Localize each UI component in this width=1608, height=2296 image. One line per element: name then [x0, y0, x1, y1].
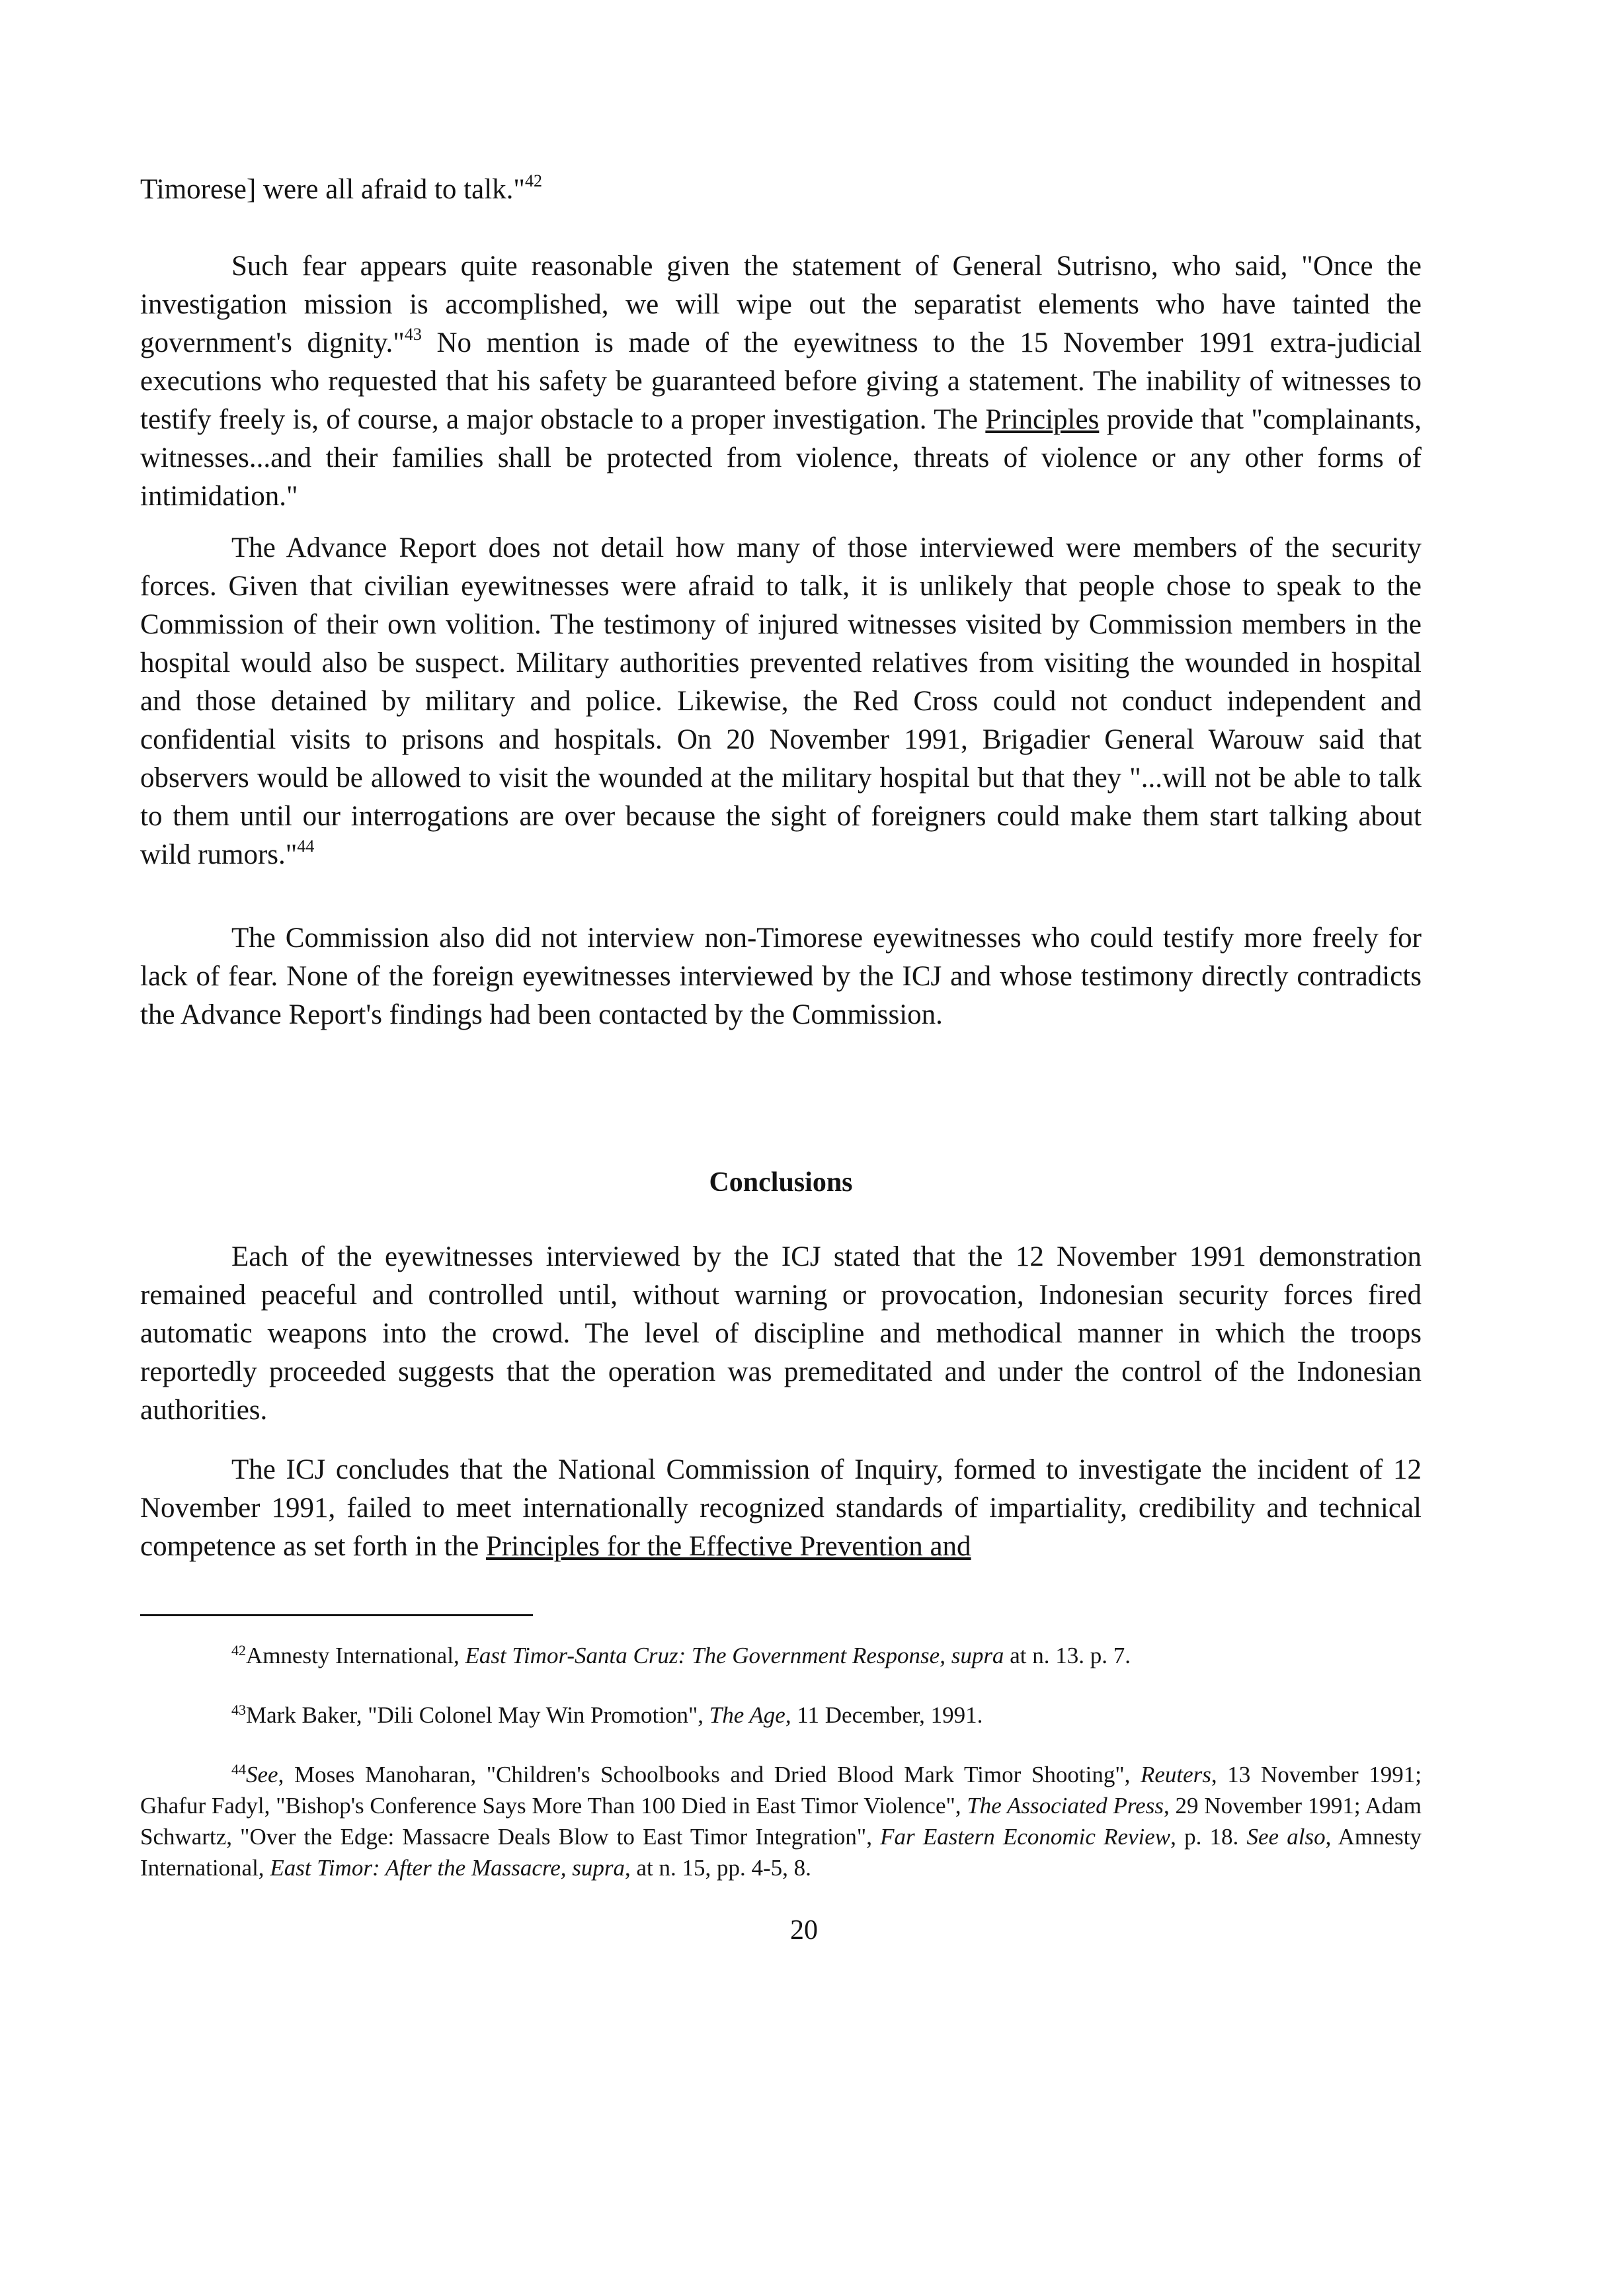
- footnote-mark: 44: [231, 1761, 246, 1778]
- paragraph-eyewitnesses: [140, 1238, 1422, 1430]
- paragraph-text: The Advance Report does not detail how many of those interviewed were members of the security forces. Given that civilian eyewitnesses were afraid to talk, it is unlikely that people chose to speak to the Commission of their own volition. The testimony of injured witnesses visited by Commission members in the hospital would also be suspect. Military authorities prevented relatives from visiting the wounded in hospital and those detained by military and police. Likewise, the Red Cross could not conduct independent and confidential visits to prisons and hospitals. On 20 November 1991, Brigadier General Warouw said that observers would be allowed to visit the wounded at the military hospital but that they "...will not be able to talk to them until our interrogations are over because the sight of foreigners could make them start talking about wild rumors.": [140, 532, 1422, 870]
- footnote-mark: 43: [231, 1702, 246, 1718]
- footnote-42: [140, 1640, 1422, 1671]
- paragraph-text: Each of the eyewitnesses interviewed by the ICJ stated that the 12 November 1991 demonstration remained peaceful and controlled until, without warning or provocation, Indonesian security forces fired automatic weapons into the crowd. The level of discipline and methodical manner in which the troops reportedly proceeded suggests that the operation was premeditated and under the control of the Indonesian authorities.: [140, 1241, 1422, 1426]
- footnote-text: , Amnesty International,: [140, 1824, 1422, 1881]
- page-number: 20: [790, 1915, 818, 1946]
- principles-link: Principles: [985, 404, 1100, 435]
- paragraph-text: No mention is made of the eyewitness to the 15 November 1991 extra-judicial executions who requested that his safety be guaranteed before giving a statement. The inability of witnesses to testify freely is, of course, a major obstacle to a proper investigation. The: [140, 327, 1422, 435]
- paragraph-text: provide that "complainants, witnesses...and their families shall be protected from violence, threats of violence or any other forms of intimidation.": [140, 404, 1422, 512]
- footnote-text: , at n. 15, pp. 4-5, 8.: [625, 1855, 811, 1881]
- footnote-text: , 13 November 1991; Ghafur Fadyl, "Bishop's Conference Says More Than 100 Died in East Timor Violence",: [140, 1762, 1422, 1819]
- footnote-title: East Timor-Santa Cruz: The Government Response, supra: [465, 1643, 1004, 1668]
- paragraph-text: Such fear appears quite reasonable given the statement of General Sutrisno, who said, "Once the investigation mission is accomplished, we will wipe out the separatist elements who have tainted the government's dignity.": [140, 251, 1422, 358]
- principles-title-link: Principles for the Effective Prevention and: [485, 1531, 971, 1562]
- paragraph-text: The ICJ concludes that the National Commission of Inquiry, formed to investigate the incident of 12 November 1991, failed to meet internationally recognized standards of impartiality, credibility and technical competence as set forth in the: [140, 1454, 1422, 1562]
- footnote-text: Mark Baker, "Dili Colonel May Win Promotion",: [246, 1702, 709, 1728]
- footnote-text: Amnesty International,: [246, 1643, 465, 1668]
- paragraph-fear: [140, 247, 1422, 516]
- paragraph-icj-concludes: [140, 1451, 1422, 1566]
- footnote-title: The Associated Press: [967, 1793, 1164, 1819]
- section-heading-conclusions: Conclusions: [709, 1167, 853, 1198]
- footnote-text: , p. 18.: [1170, 1824, 1247, 1850]
- footnote-text: , 29 November 1991; Adam Schwartz, "Over the Edge: Massacre Deals Blow to East Timor Integration",: [140, 1793, 1422, 1850]
- paragraph-advance-report: [140, 529, 1422, 874]
- paragraph-continuation: [140, 171, 1422, 209]
- footnote-title: East Timor: After the Massacre, supra: [270, 1855, 625, 1881]
- footnote-44: [140, 1759, 1422, 1883]
- footnote-title: Far Eastern Economic Review: [880, 1824, 1171, 1850]
- footnote-text: , 11 December, 1991.: [785, 1702, 983, 1728]
- paragraph-text: The Commission also did not interview non-Timorese eyewitnesses who could testify more freely for lack of fear. None of the foreign eyewitnesses interviewed by the ICJ and whose testimony directly contradicts the Advance Report's findings had been contacted by the Commission.: [140, 922, 1422, 1030]
- footnote-43: [140, 1700, 1422, 1731]
- footnote-ref-43[interactable]: 43: [404, 325, 422, 344]
- footnote-text: at n. 13. p. 7.: [1004, 1643, 1131, 1668]
- footnote-signal: See also: [1246, 1824, 1326, 1850]
- footnote-title: The Age: [709, 1702, 785, 1728]
- footnote-mark: 42: [231, 1642, 246, 1659]
- footnote-signal: See: [246, 1762, 278, 1787]
- footnote-text: , Moses Manoharan, "Children's Schoolbooks and Dried Blood Mark Timor Shooting",: [278, 1762, 1141, 1787]
- footnote-title: Reuters: [1140, 1762, 1211, 1787]
- footnote-ref-44[interactable]: 44: [297, 837, 315, 856]
- footnote-separator: [140, 1614, 533, 1616]
- paragraph-non-timorese: [140, 919, 1422, 1034]
- footnote-ref-42[interactable]: 42: [524, 171, 542, 190]
- paragraph-text: Timorese] were all afraid to talk.": [140, 174, 525, 205]
